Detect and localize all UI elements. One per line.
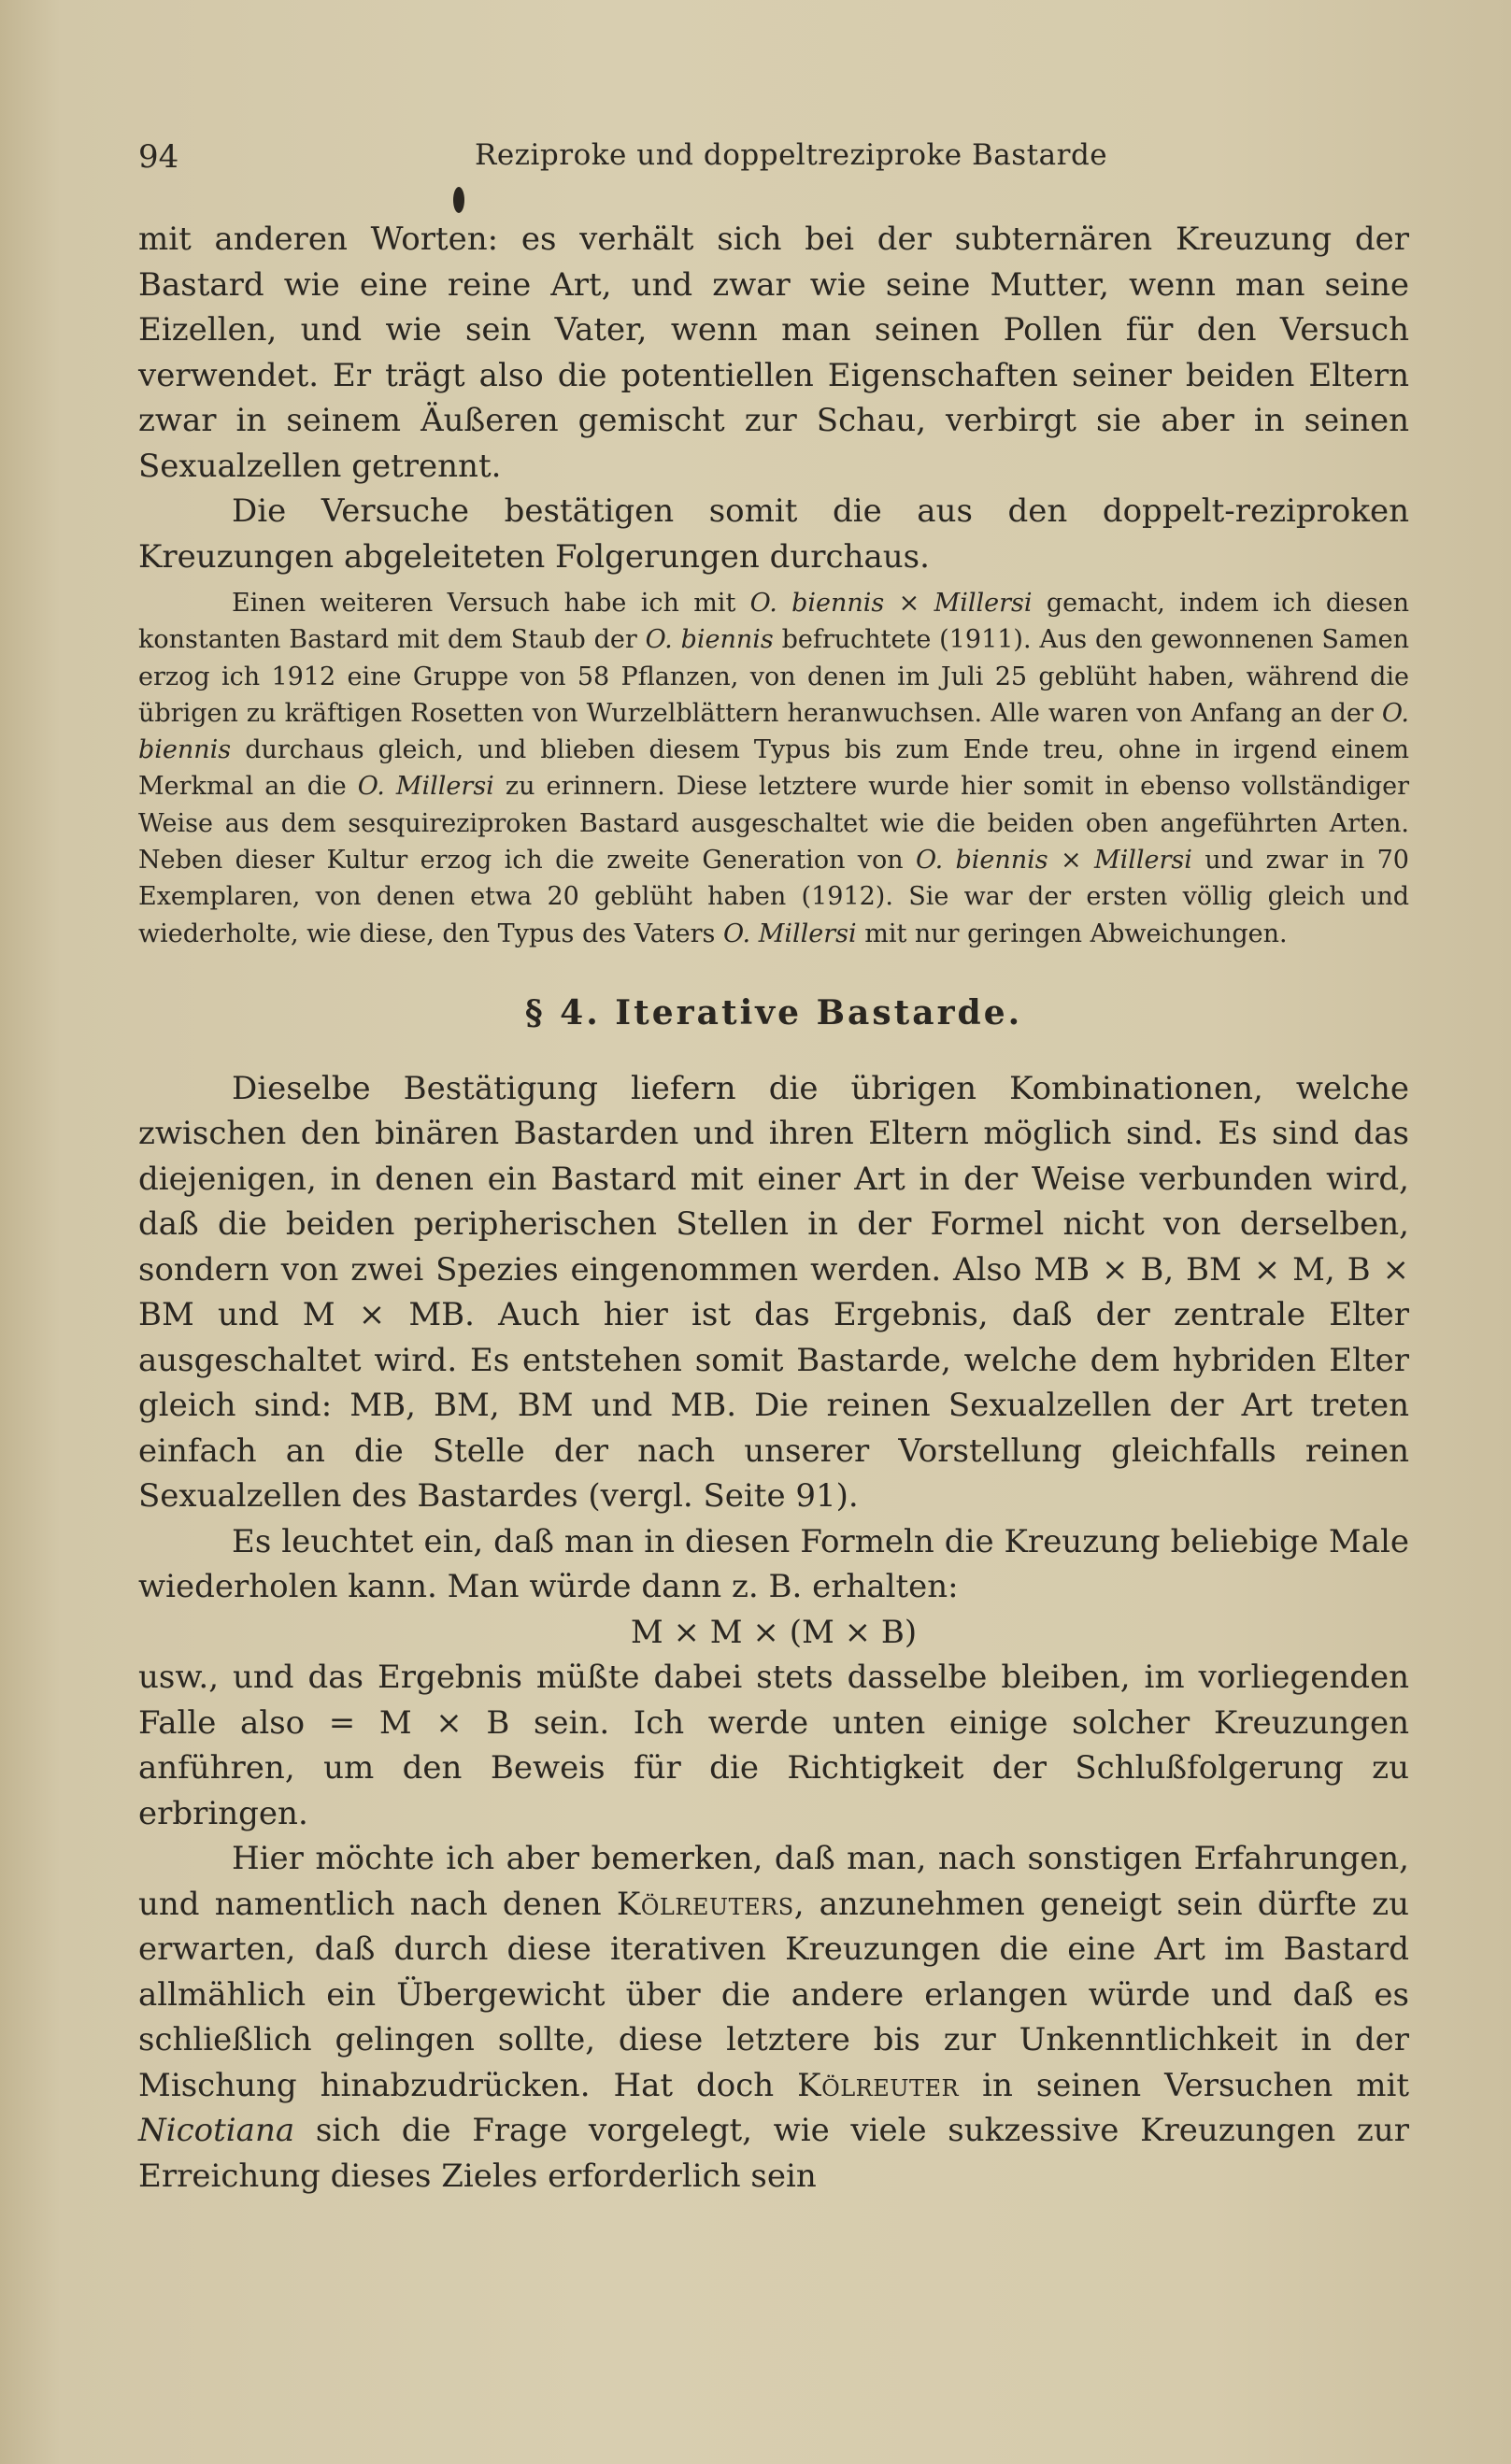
ink-smudge [453, 187, 464, 213]
footnote-experiment: Einen weiteren Versuch habe ich mit O. biennis × Millersi gemacht, indem ich diesen konstanten Bastard mit dem Staub der O. biennis befruchtete (1911). Aus den gewonnenen Samen erzog ich 1912 eine Gruppe von 58 Pflanzen, von denen im Juli 25 geblüht haben, während die übrigen zu kräftigen Rosetten von Wurzelblättern heranwuchsen. Alle waren von Anfang an der O. biennis durchaus gleich, und blieben diesem Typus bis zum Ende treu, ohne in irgend einem Merkmal an die O. Millersi zu erinnern. Diese letztere wurde hier somit in ebenso vollständiger Weise aus dem sesquireziproken Bastard ausgeschaltet wie die beiden oben angeführten Arten. Neben dieser Kultur erzog ich die zweite Generation von O. biennis × Millersi und zwar in 70 Exemplaren, von denen etwa 20 geblüht haben (1912). Sie war der ersten völlig gleich und wiederholte, wie diese, den Typus des Vaters O. Millersi mit nur geringen Abweichungen. [138, 589, 1410, 948]
section-heading: § 4. Iterative Bastarde. [524, 992, 1023, 1033]
running-title: Reziproke und doppeltreziproke Bastarde [475, 138, 1108, 172]
paragraph-repetition: Es leuchtet ein, daß man in diesen Formeln die Kreuzung beliebige Male wiederholen kann. Man würde dann z. B. erhalten: [138, 1522, 1409, 1606]
paragraph-result: usw., und das Ergebnis müßte dabei stets dasselbe bleiben, im vorliegenden Falle also = M × B sein. Ich werde unten einige solcher Kreuzungen anführen, um den Beweis für die Richtigkeit der Schlußfolgerung zu erbringen. [138, 1659, 1409, 1832]
paragraph-combinations: Dieselbe Bestätigung liefern die übrigen Kombinationen, welche zwischen den binären Bastarden und ihren Eltern möglich sind. Es sind das diejenigen, in denen ein Bastard mit einer Art in der Weise verbunden wird, daß die beiden peripherischen Stellen in der Formel nicht von derselben, sondern von zwei Spezies eingenommen werden. Also MB × B, BM × M, B × BM und M × MB. Auch hier ist das Ergebnis, daß der zentrale Elter ausgeschaltet wird. Es entstehen somit Bastarde, welche dem hybriden Elter gleich sind: MB, BM, BM und MB. Die reinen Sexualzellen der Art treten einfach an die Stelle der nach unserer Vorstellung gleichfalls reinen Sexualzellen des Bastardes (vergl. Seite 91). [138, 1069, 1409, 1516]
paragraph-continuation: mit anderen Worten: es verhält sich bei der subternären Kreuzung der Bastard wie eine reine Art, und zwar wie seine Mutter, wenn man seine Eizellen, und wie sein Vater, wenn man seinen Pollen für den Versuch verwendet. Er trägt also die potentiellen Eigenschaften seiner beiden Eltern zwar in seinem Äußeren gemischt zur Schau, verbirgt sie aber in seinen Sexualzellen getrennt. [138, 221, 1409, 485]
page-body [138, 217, 1409, 2199]
paragraph-koelreuter: Hier möchte ich aber bemerken, daß man, nach sonstigen Erfahrungen, und namentlich nach denen Kölreuters, anzunehmen geneigt sein dürfte zu erwarten, daß durch diese iterativen Kreuzungen die eine Art im Bastard allmählich ein Übergewicht über die andere erlangen würde und daß es schließlich gelingen sollte, diese letztere bis zur Unkenntlichkeit in der Mischung hinabzudrücken. Hat doch Kölreuter in seinen Versuchen mit Nicotiana sich die Frage vorgelegt, wie viele sukzessive Kreuzungen zur Erreichung dieses Zieles erforderlich sein [138, 1840, 1409, 2195]
page-number: 94 [138, 138, 179, 176]
paragraph-conclusion: Die Versuche bestätigen somit die aus den doppelt-reziproken Kreuzungen abgeleiteten Folgerungen durchaus. [138, 492, 1409, 576]
running-header [138, 138, 1409, 185]
formula: M × M × (M × B) [630, 1613, 918, 1651]
